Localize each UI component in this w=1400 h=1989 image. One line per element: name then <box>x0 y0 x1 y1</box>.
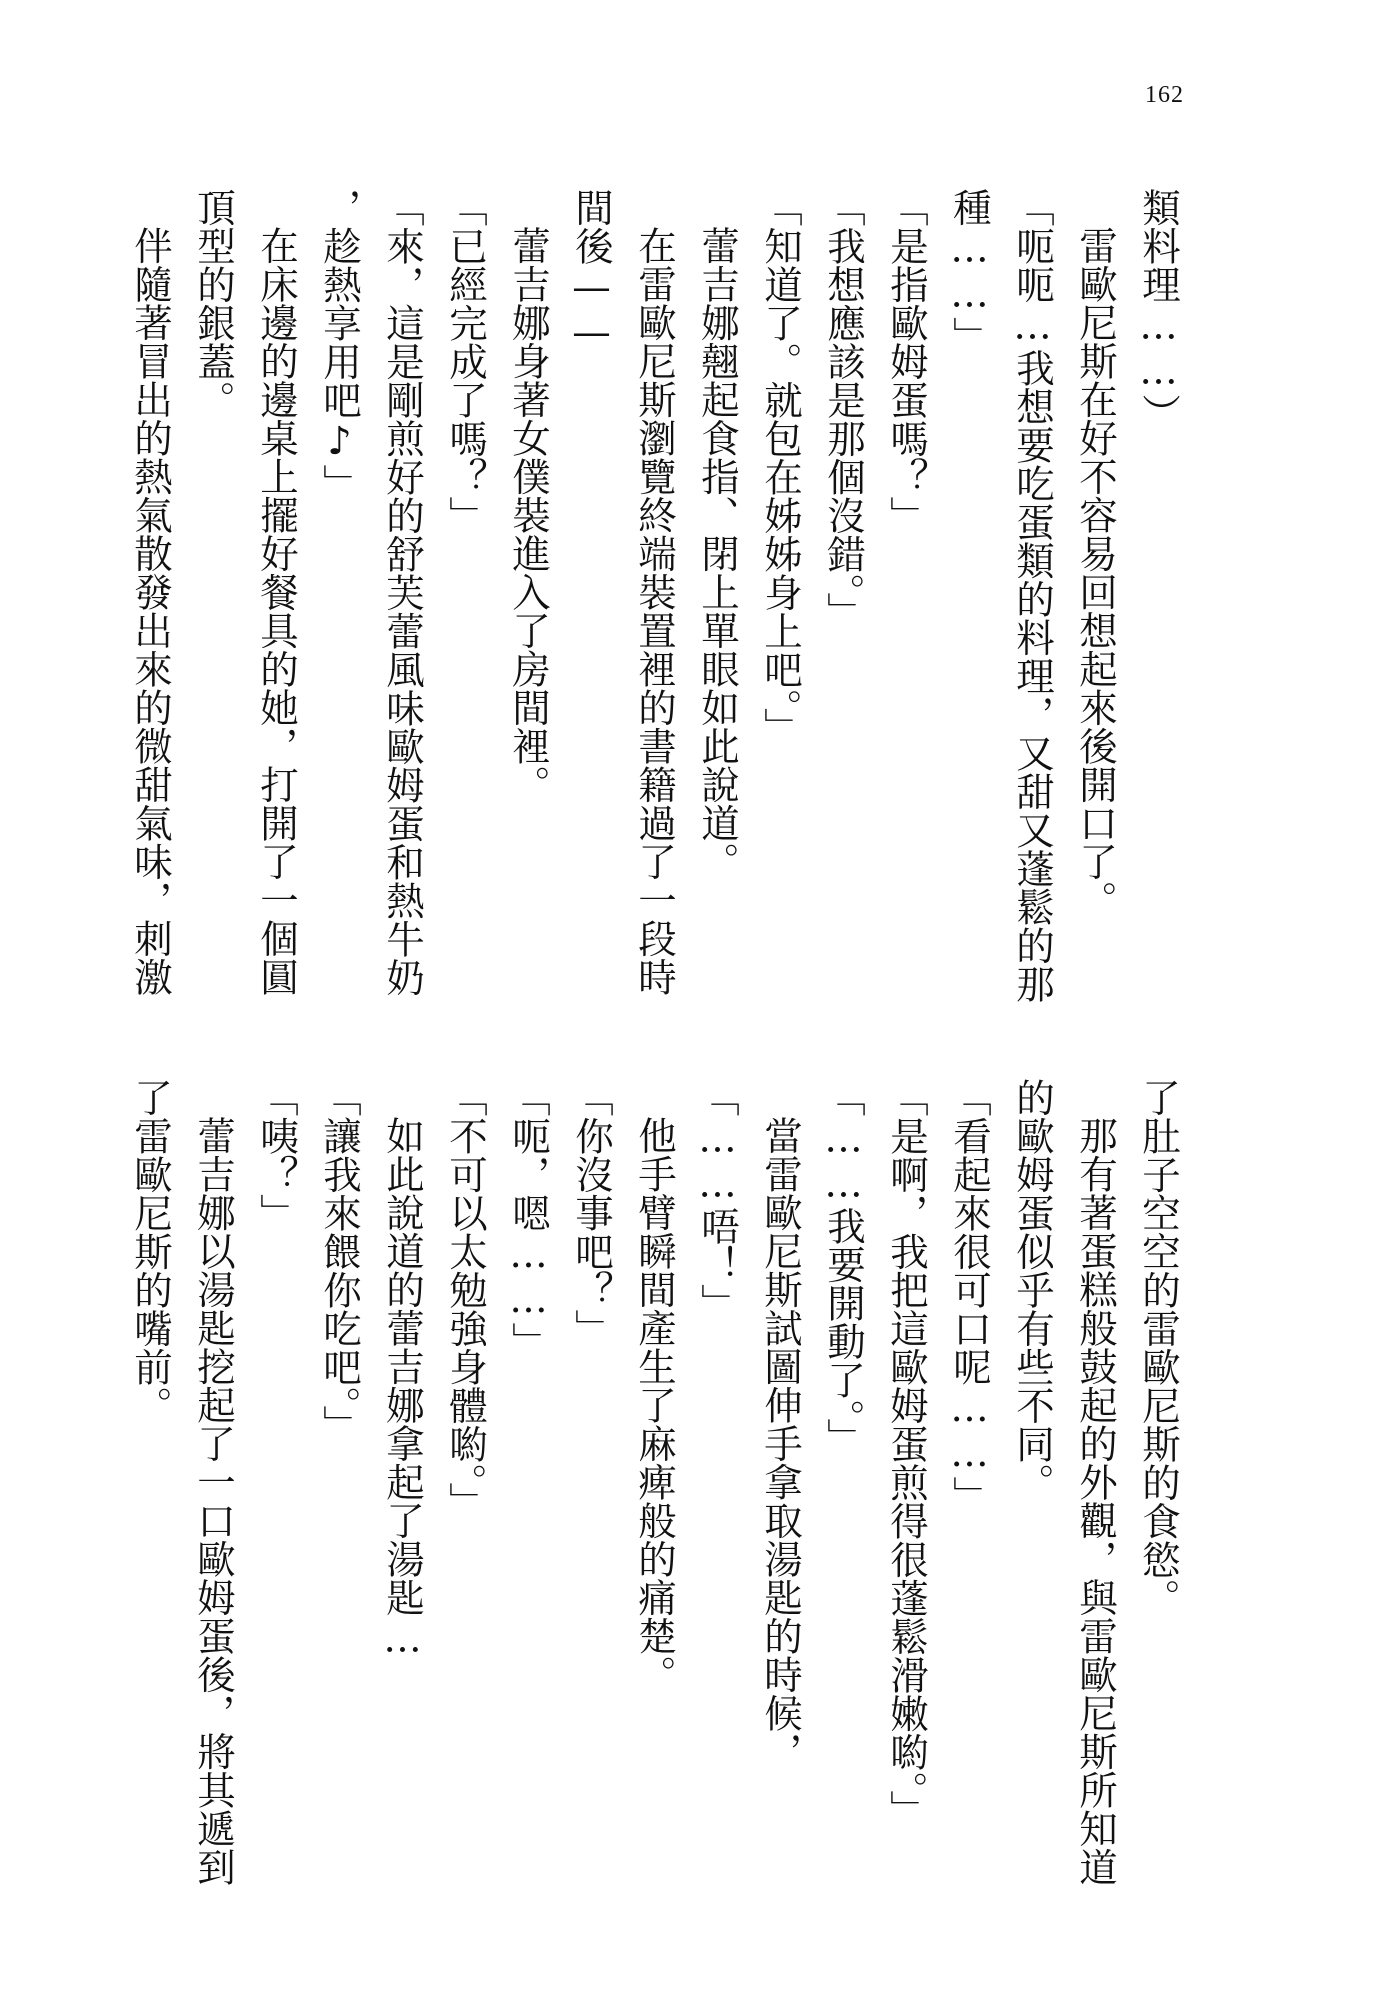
text-line: 那有著蛋糕般鼓起的外觀，與雷歐尼斯所知道 <box>1073 1116 1118 1886</box>
text-line: 「呃呃…我想要吃蛋類的料理，又甜又蓬鬆的那 <box>1010 188 1055 1003</box>
text-line: 「不可以太勉強身體喲。」 <box>443 1078 488 1521</box>
text-line: 「是啊，我把這歐姆蛋煎得很蓬鬆滑嫩喲。」 <box>884 1078 929 1829</box>
text-block-top <box>119 188 1190 1003</box>
text-line: 「看起來很可口呢……」 <box>947 1078 992 1515</box>
text-line: 「知道了。就包在姊姊身上吧。」 <box>758 188 803 747</box>
text-line: 「呃，嗯……」 <box>506 1078 551 1361</box>
text-line: 間後—— <box>569 188 614 355</box>
text-line: 「……唔！」 <box>695 1078 740 1322</box>
text-line: 種……」 <box>947 188 992 355</box>
text-line: 「來，這是剛煎好的舒芙蕾風味歐姆蛋和熱牛奶 <box>380 188 425 997</box>
text-block-bottom <box>119 1078 1190 1886</box>
text-line: 「咦？」 <box>254 1078 299 1232</box>
text-line: 蕾吉娜以湯匙挖起了一口歐姆蛋後，將其遞到 <box>191 1116 236 1886</box>
text-line: 蕾吉娜翹起食指、閉上單眼如此說道。 <box>695 226 740 881</box>
text-line: 了肚子空空的雷歐尼斯的食慾。 <box>1136 1078 1181 1617</box>
text-line: 了雷歐尼斯的嘴前。 <box>128 1078 173 1425</box>
text-line: 伴隨著冒出的熱氣散發出來的微甜氣味，刺激 <box>128 226 173 996</box>
page-number: 162 <box>1145 82 1184 108</box>
text-line: 「我想應該是那個沒錯。」 <box>821 188 866 631</box>
text-line: 在床邊的邊桌上擺好餐具的她，打開了一個圓 <box>254 226 299 996</box>
text-line: 「已經完成了嗎？」 <box>443 188 488 535</box>
text-line: 頂型的銀蓋。 <box>191 188 236 419</box>
text-line: 如此說道的蕾吉娜拿起了湯匙… <box>380 1116 425 1662</box>
text-line: 類料理……） <box>1136 188 1181 432</box>
text-line: 蕾吉娜身著女僕裝進入了房間裡。 <box>506 226 551 804</box>
text-line: ，趁熱享用吧♪」 <box>317 188 362 503</box>
text-line: 當雷歐尼斯試圖伸手拿取湯匙的時候， <box>758 1116 803 1771</box>
text-line: 「……我要開動了。」 <box>821 1078 866 1457</box>
text-line: 他手臂瞬間產生了麻痺般的痛楚。 <box>632 1116 677 1694</box>
text-line: 的歐姆蛋似乎有些不同。 <box>1010 1078 1055 1502</box>
text-line: 「讓我來餵你吃吧。」 <box>317 1078 362 1444</box>
text-line: 「是指歐姆蛋嗎？」 <box>884 188 929 535</box>
text-line: 雷歐尼斯在好不容易回想起來後開口了。 <box>1073 226 1118 919</box>
text-line: 在雷歐尼斯瀏覽終端裝置裡的書籍過了一段時 <box>632 226 677 996</box>
text-line: 「你沒事吧？」 <box>569 1078 614 1348</box>
